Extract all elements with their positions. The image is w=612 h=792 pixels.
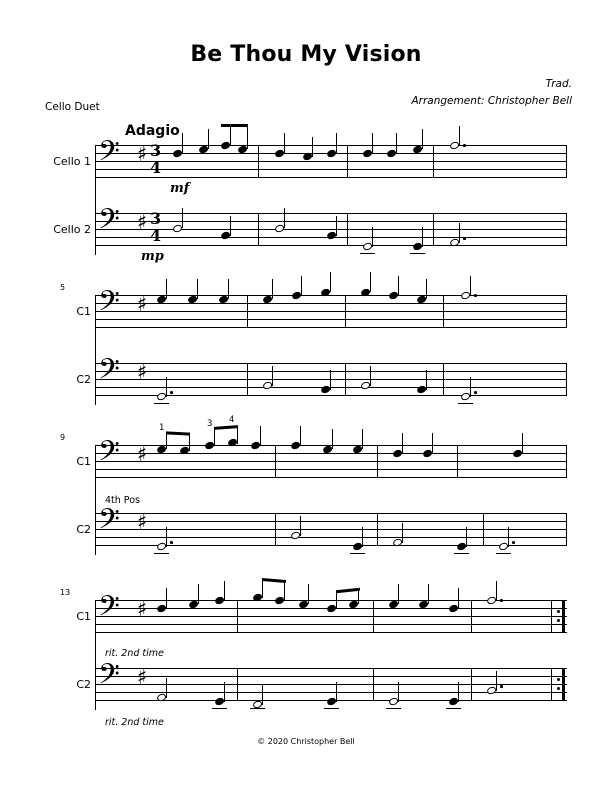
fingering-4: 4 — [229, 415, 235, 425]
staff-label-c2: C2 — [76, 523, 91, 536]
bass-clef-icon: 𝄢 — [98, 658, 120, 698]
repeat-dot — [557, 610, 560, 613]
staff-cello-1-system-1 — [95, 135, 567, 178]
staff-cello-2-system-2 — [95, 353, 567, 396]
key-signature-sharp: ♯ — [137, 597, 148, 621]
staff-cello-2-system-4 — [95, 658, 567, 701]
system-4 — [60, 588, 567, 728]
staff-label-c1: C1 — [76, 610, 91, 623]
bass-clef-icon: 𝄢 — [98, 590, 120, 630]
repeat-dot — [557, 687, 560, 690]
bass-clef-icon: 𝄢 — [98, 203, 120, 243]
instrumentation-label: Cello Duet — [45, 101, 100, 113]
measure-number: 5 — [60, 283, 66, 292]
arranger-credit: Arrangement: Christopher Bell — [411, 95, 572, 107]
page-title: Be Thou My Vision — [190, 42, 422, 67]
staff-cello-1-system-4 — [95, 590, 567, 633]
fingering-1: 1 — [159, 423, 165, 433]
augmentation-dot — [500, 599, 503, 602]
expression-rit-cello-2: rit. 2nd time — [105, 717, 164, 728]
staff-cello-1-system-2 — [95, 285, 567, 328]
final-barline — [562, 668, 565, 701]
key-signature-sharp: ♯ — [137, 510, 148, 534]
bass-clef-icon: 𝄢 — [98, 285, 120, 325]
expression-rit-cello-1: rit. 2nd time — [105, 648, 164, 659]
staff-cello-2-system-1 — [95, 203, 567, 246]
augmentation-dot — [512, 541, 515, 544]
composer-credit: Trad. — [545, 78, 572, 90]
augmentation-dot — [170, 391, 173, 394]
repeat-dot — [557, 619, 560, 622]
measure-number: 13 — [60, 588, 71, 597]
staff-label-c2: C2 — [76, 678, 91, 691]
augmentation-dot — [500, 685, 503, 688]
bass-clef-icon: 𝄢 — [98, 503, 120, 543]
time-signature-denominator: 4 — [150, 226, 162, 245]
bass-clef-icon: 𝄢 — [98, 435, 120, 475]
system-1 — [53, 123, 567, 264]
key-signature-sharp: ♯ — [137, 665, 148, 689]
augmentation-dot — [474, 294, 477, 297]
augmentation-dot — [170, 541, 173, 544]
position-marking-4th-pos: 4th Pos — [105, 495, 140, 506]
time-signature-denominator: 4 — [150, 158, 162, 177]
tempo-marking: Adagio — [125, 123, 180, 139]
staff-cello-2-system-3 — [95, 503, 567, 546]
bass-clef-icon: 𝄢 — [98, 353, 120, 393]
dynamic-mf: mf — [170, 181, 190, 196]
augmentation-dot — [463, 237, 466, 240]
fingering-3: 3 — [207, 419, 213, 429]
key-signature-sharp: ♯ — [137, 292, 148, 316]
key-signature-sharp: ♯ — [137, 442, 148, 466]
system-2 — [60, 283, 567, 405]
dynamic-mp: mp — [141, 249, 164, 264]
measure-number: 9 — [60, 433, 66, 442]
staff-label-cello-1: Cello 1 — [53, 155, 91, 168]
key-signature-sharp: ♯ — [137, 360, 148, 384]
staff-label-c2: C2 — [76, 373, 91, 386]
augmentation-dot — [474, 391, 477, 394]
time-signature-numerator: 3 — [150, 141, 162, 160]
beam — [221, 124, 248, 127]
bass-clef-icon: 𝄢 — [98, 135, 120, 175]
staff-label-c1: C1 — [76, 455, 91, 468]
key-signature-sharp: ♯ — [137, 210, 148, 234]
augmentation-dot — [463, 144, 466, 147]
key-signature-sharp: ♯ — [137, 142, 148, 166]
staff-label-cello-2: Cello 2 — [53, 223, 91, 236]
system-3 — [60, 415, 567, 555]
repeat-dot — [557, 678, 560, 681]
copyright-notice: © 2020 Christopher Bell — [257, 737, 355, 746]
staff-cello-1-system-3 — [95, 435, 567, 478]
time-signature-numerator: 3 — [150, 209, 162, 228]
final-barline — [562, 600, 565, 633]
staff-label-c1: C1 — [76, 305, 91, 318]
